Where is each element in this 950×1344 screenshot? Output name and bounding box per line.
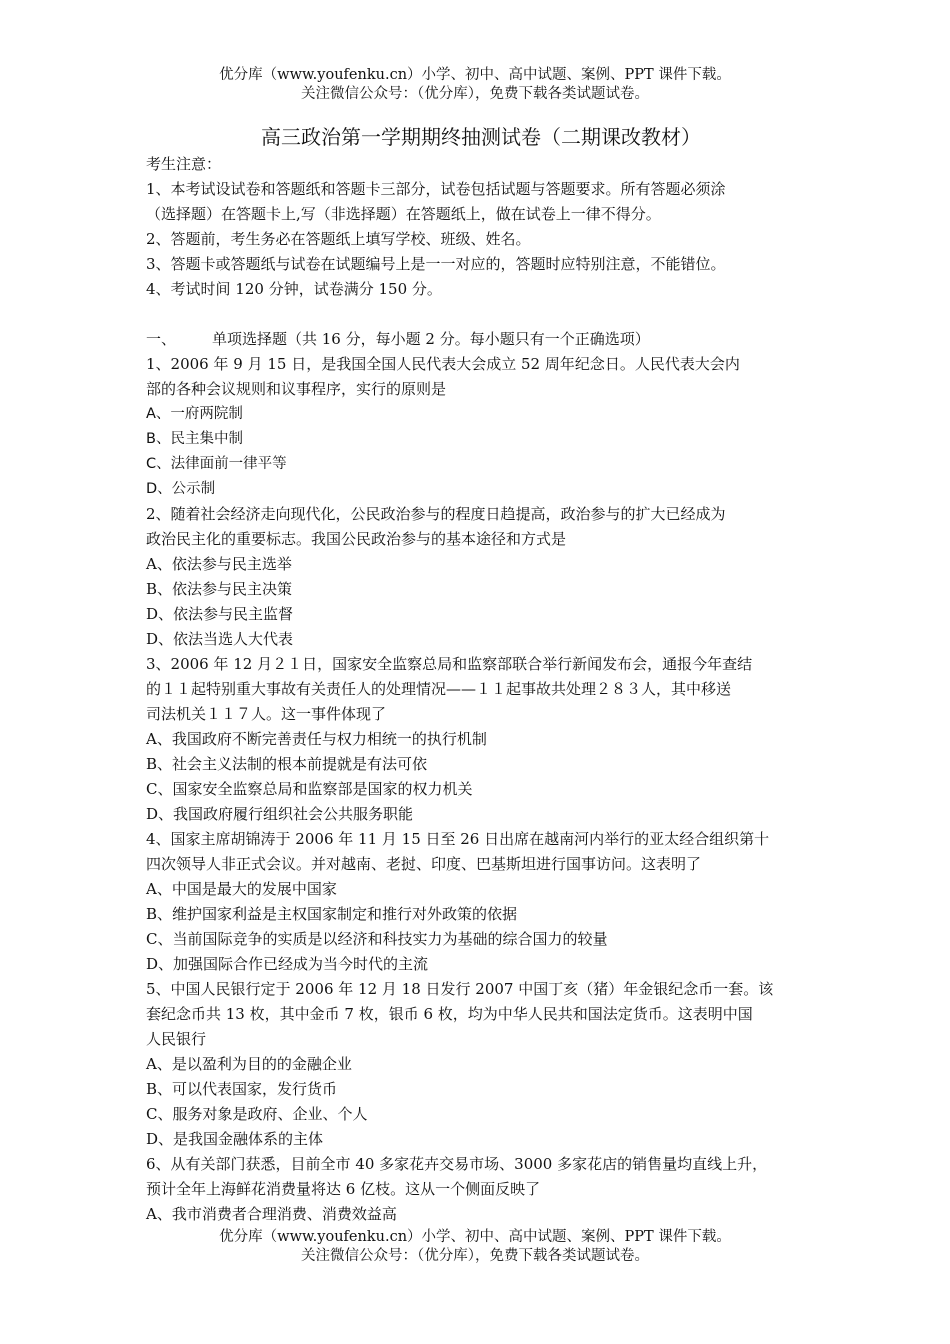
question-stem: 人民银行 — [146, 1030, 207, 1048]
notice-line: 4、考试时间 120 分钟，试卷满分 150 分。 — [146, 280, 442, 298]
notice-heading: 考生注意： — [146, 155, 222, 173]
option-d: D、依法当选人大代表 — [146, 630, 294, 648]
question-stem: 2、随着社会经济走向现代化，公民政治参与的程度日趋提高，政治参与的扩大已经成为 — [146, 505, 726, 523]
option-c: C、服务对象是政府、企业、个人 — [146, 1105, 368, 1123]
option-c: C、当前国际竞争的实质是以经济和科技实力为基础的综合国力的较量 — [146, 930, 608, 948]
question-stem: 政治民主化的重要标志。我国公民政治参与的基本途径和方式是 — [146, 530, 567, 548]
option-a: A、中国是最大的发展中国家 — [146, 880, 337, 898]
option-d: D、加强国际合作已经成为当今时代的主流 — [146, 955, 429, 973]
option-d: D、是我国金融体系的主体 — [146, 1130, 324, 1148]
option-c: C、国家安全监察总局和监察部是国家的权力机关 — [146, 780, 473, 798]
section-title: 单项选择题（共 16 分，每小题 2 分。每小题只有一个正确选项） — [212, 330, 650, 348]
page-header-banner — [0, 66, 950, 104]
notice-line: 1、本考试设试卷和答题纸和答题卡三部分，试卷包括试题与答题要求。所有答题必须涂 — [146, 180, 726, 198]
question-stem: 4、国家主席胡锦涛于 2006 年 11 月 15 日至 26 日出席在越南河内举行的亚太经合组织第十 — [146, 830, 770, 848]
option-a: A、我市消费者合理消费、消费效益高 — [146, 1205, 397, 1223]
document-body — [146, 122, 816, 1227]
question-4 — [146, 827, 816, 977]
option-b: B、依法参与民主决策 — [146, 580, 293, 598]
header-line-2: 关注微信公众号：（优分库），免费下载各类试题试卷。 — [301, 86, 649, 102]
question-3 — [146, 652, 816, 827]
question-stem: 6、从有关部门获悉，目前全市 40 多家花卉交易市场、3000 多家花店的销售量均直线上升， — [146, 1155, 768, 1173]
question-stem: 部的各种会议规则和议事程序，实行的原则是 — [146, 380, 447, 398]
question-stem: 3、2006 年 12 月２１日，国家安全监察总局和监察部联合举行新闻发布会，通报今年查结 — [146, 655, 753, 673]
option-b: B、可以代表国家，发行货币 — [146, 1080, 338, 1098]
option-b: B、维护国家利益是主权国家制定和推行对外政策的依据 — [146, 905, 518, 923]
question-stem: 四次领导人非正式会议。并对越南、老挝、印度、巴基斯坦进行国事访问。这表明了 — [146, 855, 702, 873]
option-a: A、是以盈利为目的的金融企业 — [146, 1055, 352, 1073]
blank-line — [146, 302, 816, 327]
footer-line-2: 关注微信公众号：（优分库），免费下载各类试题试卷。 — [301, 1248, 649, 1264]
option-b: B、社会主义法制的根本前提就是有法可依 — [146, 755, 428, 773]
question-2 — [146, 502, 816, 652]
document-title: 高三政治第一学期期终抽测试卷（二期课改教材） — [261, 125, 701, 149]
footer-line-1: 优分库（www.youfenku.cn）小学、初中、高中试题、案例、PPT 课件下载。 — [219, 1229, 731, 1245]
question-1 — [146, 352, 816, 502]
option-c: D、依法参与民主监督 — [146, 605, 294, 623]
question-stem: 的１１起特别重大事故有关责任人的处理情况——１１起事故共处理２８３人，其中移送 — [146, 680, 732, 698]
option-a: A、依法参与民主选举 — [146, 555, 292, 573]
question-stem: 套纪念币共 13 枚，其中金币 7 枚，银币 6 枚，均为中华人民共和国法定货币。这表明中国 — [146, 1005, 753, 1023]
section-heading — [146, 327, 816, 352]
question-stem: 司法机关１１７人。这一事件体现了 — [146, 705, 387, 723]
question-6 — [146, 1152, 816, 1227]
question-stem: 1、2006 年 9 月 15 日，是我国全国人民代表大会成立 52 周年纪念日。人民代表大会内 — [146, 355, 740, 373]
option-b: B、民主集中制 — [146, 431, 243, 447]
question-stem: 预计全年上海鲜花消费量将达 6 亿枝。这从一个侧面反映了 — [146, 1180, 541, 1198]
option-d: D、我国政府履行组织社会公共服务职能 — [146, 805, 414, 823]
question-5 — [146, 977, 816, 1152]
option-c: C、法律面前一律平等 — [146, 456, 287, 472]
notice-line: 3、答题卡或答题纸与试卷在试题编号上是一一对应的，答题时应特别注意，不能错位。 — [146, 255, 726, 273]
question-stem: 5、中国人民银行定于 2006 年 12 月 18 日发行 2007 中国丁亥（猪）年金银纪念币一套。该 — [146, 980, 774, 998]
option-d: D、公示制 — [146, 481, 216, 497]
option-a: A、一府两院制 — [146, 406, 243, 422]
page-footer-banner — [0, 1228, 950, 1266]
header-line-1: 优分库（www.youfenku.cn）小学、初中、高中试题、案例、PPT 课件下载。 — [219, 67, 731, 83]
option-a: A、我国政府不断完善责任与权力相统一的执行机制 — [146, 730, 487, 748]
section-number: 一、 — [146, 330, 177, 348]
notice-line: （选择题）在答题卡上,写（非选择题）在答题纸上，做在试卷上一律不得分。 — [146, 205, 661, 223]
notice-line: 2、答题前，考生务必在答题纸上填写学校、班级、姓名。 — [146, 230, 531, 248]
